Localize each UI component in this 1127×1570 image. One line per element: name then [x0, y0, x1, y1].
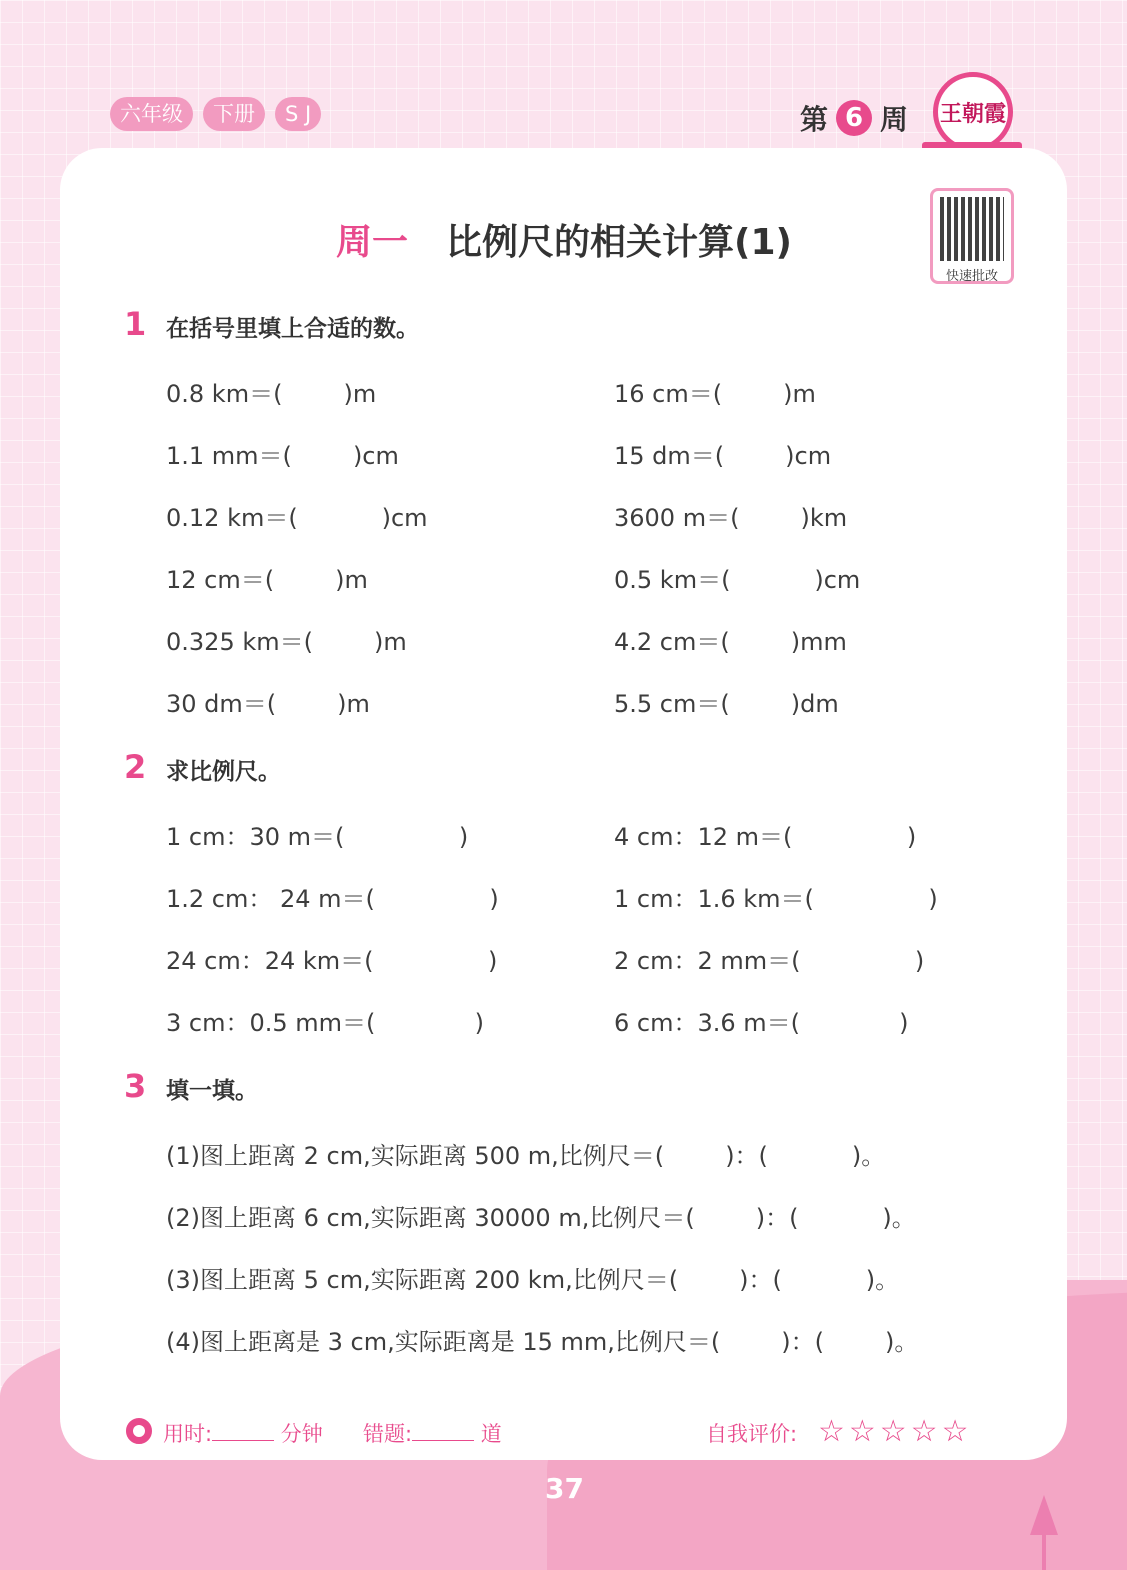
exercise-item: 1.1 mm＝( )cm — [166, 442, 399, 470]
arrow-up-icon — [1030, 1495, 1058, 1535]
page-title — [336, 214, 792, 265]
exercise-item: (1)图上距离 2 cm,实际距离 500 m,比例尺＝( )：( )。 — [166, 1142, 886, 1170]
exercise-item: 0.325 km＝( )m — [166, 628, 407, 656]
section-title: 求比例尺。 — [166, 759, 281, 785]
exercise-item: 0.8 km＝( )m — [166, 380, 377, 408]
page-number: 37 — [545, 1472, 584, 1505]
exercise-item: 4 cm：12 m＝( ) — [614, 823, 917, 851]
exercise-item: 5.5 cm＝( )dm — [614, 690, 839, 718]
exercise-item: 1 cm：30 m＝( ) — [166, 823, 469, 851]
exercise-item: 1.2 cm： 24 m＝( ) — [166, 885, 499, 913]
exercise-item: 15 dm＝( )cm — [614, 442, 832, 470]
week-suffix: 周 — [880, 103, 909, 136]
exercise-item: (3)图上距离 5 cm,实际距离 200 km,比例尺＝( )：( )。 — [166, 1266, 900, 1294]
exercise-item: 2 cm：2 mm＝( ) — [614, 947, 925, 975]
qr-label: 快速批改 — [945, 269, 998, 284]
errors-label: 错题: — [363, 1422, 413, 1446]
exercise-item: (4)图上距离是 3 cm,实际距离是 15 mm,比例尺＝( )：( )。 — [166, 1328, 919, 1356]
section-number: 3 — [124, 1067, 147, 1105]
qr-code[interactable] — [930, 188, 1014, 284]
section-title: 在括号里填上合适的数。 — [166, 316, 419, 342]
exercise-item: 0.5 km＝( )cm — [614, 566, 861, 594]
section-number: 1 — [124, 305, 147, 343]
time-used — [163, 1418, 323, 1448]
exercise-item: 0.12 km＝( )cm — [166, 504, 428, 532]
week-number: 6 — [836, 100, 872, 136]
qr-code-icon — [940, 197, 1004, 261]
exercise-item: 1 cm：1.6 km＝( ) — [614, 885, 938, 913]
rating-stars[interactable]: ☆☆☆☆☆ — [818, 1414, 973, 1449]
time-blank[interactable] — [212, 1423, 274, 1441]
title-day: 周一 — [336, 222, 409, 263]
exercise-item: 30 dm＝( )m — [166, 690, 370, 718]
section-title: 填一填。 — [166, 1078, 258, 1104]
exercise-item: 3600 m＝( )km — [614, 504, 848, 532]
exercise-item: 4.2 cm＝( )mm — [614, 628, 847, 656]
exercise-item: 16 cm＝( )m — [614, 380, 816, 408]
exercise-item: 6 cm：3.6 m＝( ) — [614, 1009, 909, 1037]
errors-blank[interactable] — [412, 1423, 474, 1441]
errors-unit: 道 — [480, 1422, 502, 1446]
timer-icon — [126, 1418, 152, 1444]
self-eval-label: 自我评价: — [706, 1422, 798, 1446]
edition-tag: S J — [275, 97, 321, 131]
arrow-stem — [1042, 1530, 1046, 1570]
brand-logo: 王朝霞 — [933, 72, 1013, 152]
exercise-item: (2)图上距离 6 cm,实际距离 30000 m,比例尺＝( )：( )。 — [166, 1204, 916, 1232]
week-prefix: 第 — [800, 103, 829, 136]
volume-tag: 下册 — [203, 97, 265, 131]
title-text: 比例尺的相关计算(1) — [446, 222, 792, 263]
grade-tag: 六年级 — [110, 97, 193, 131]
time-label: 用时: — [163, 1422, 213, 1446]
exercise-item: 3 cm：0.5 mm＝( ) — [166, 1009, 484, 1037]
section-number: 2 — [124, 748, 147, 786]
exercise-item: 24 cm：24 km＝( ) — [166, 947, 498, 975]
exercise-item: 12 cm＝( )m — [166, 566, 368, 594]
week-indicator — [800, 98, 908, 138]
time-unit: 分钟 — [280, 1422, 323, 1446]
error-count — [363, 1418, 502, 1448]
grade-tags — [110, 97, 321, 131]
